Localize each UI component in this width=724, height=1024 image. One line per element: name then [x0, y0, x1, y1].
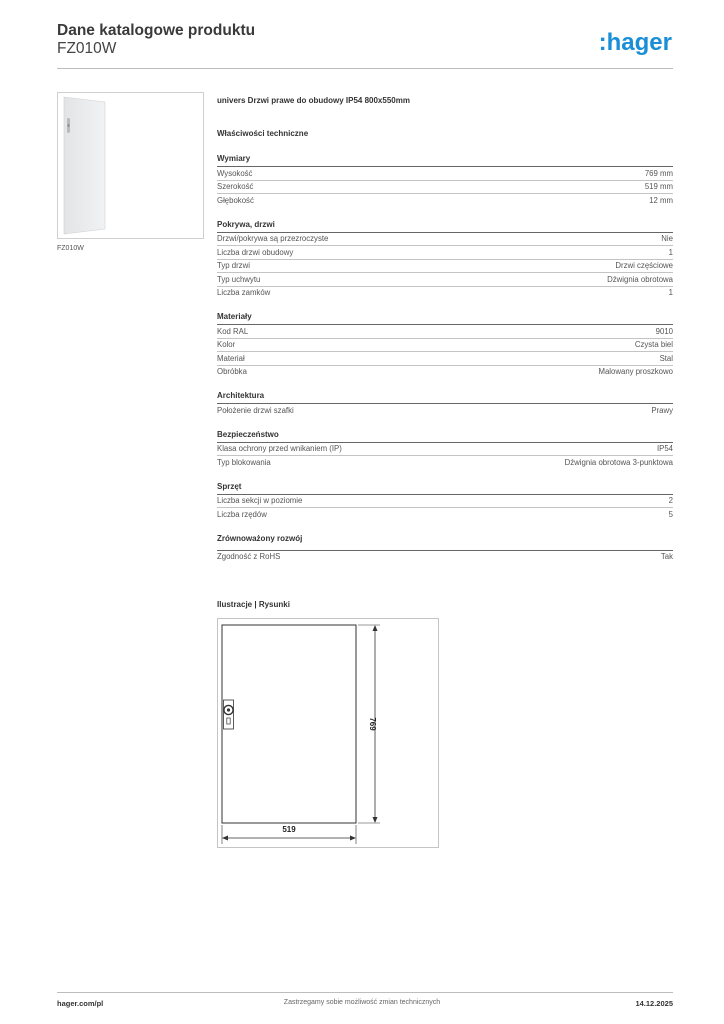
spec-content [217, 96, 673, 563]
spec-row [217, 180, 673, 194]
spec-label: Materiał [217, 353, 245, 363]
spec-label: Zgodność z RoHS [217, 552, 281, 562]
spec-row [217, 455, 673, 469]
spec-value: 5 [668, 509, 673, 519]
door-drawing [218, 619, 438, 847]
spec-value: 9010 [655, 326, 673, 336]
spec-row [217, 286, 673, 300]
spec-label: Położenie drzwi szafki [217, 405, 294, 415]
spec-value: Nie [661, 234, 673, 244]
product-code: FZ010W [57, 40, 117, 57]
spec-value: IP54 [656, 444, 673, 454]
spec-value: Malowany proszkowo [598, 367, 673, 377]
spec-row [217, 324, 673, 338]
spec-value: Dźwignia obrotowa 3-punktowa [564, 457, 673, 467]
spec-value: 1 [668, 247, 673, 257]
footer-date: 14.12.2025 [635, 999, 673, 1008]
hager-logo [591, 28, 673, 56]
door-outline [222, 625, 356, 823]
group-title: Architektura [217, 391, 265, 400]
spec-value: Czysta biel [634, 340, 673, 350]
spec-row [217, 494, 673, 508]
spec-row [217, 259, 673, 273]
page-header [57, 20, 673, 68]
spec-value: 1 [668, 288, 673, 298]
spec-group-safety [217, 430, 673, 469]
header-divider [57, 68, 673, 69]
spec-value: Dźwignia obrotowa [607, 274, 673, 284]
document-title: Dane katalogowe produktu [57, 22, 256, 39]
spec-label: Kod RAL [217, 326, 249, 336]
spec-label: Liczba zamków [217, 288, 271, 298]
spec-group-architecture [217, 391, 673, 417]
group-title: Bezpieczeństwo [217, 429, 279, 439]
spec-row [217, 351, 673, 365]
spec-label: Typ blokowania [217, 457, 271, 467]
spec-row [217, 166, 673, 180]
illustrations-heading: Ilustracje | Rysunki [217, 600, 290, 609]
spec-value: Prawy [651, 405, 673, 415]
spec-row [217, 507, 673, 521]
door-photo-icon [58, 93, 203, 238]
spec-label: Liczba drzwi obudowy [217, 247, 294, 257]
product-description: univers Drzwi prawe do obudowy IP54 800x550mm [217, 96, 410, 105]
spec-value: Tak [660, 552, 673, 562]
spec-label: Wysokość [217, 168, 253, 178]
spec-row [217, 338, 673, 352]
spec-group-sustainability [217, 534, 673, 564]
logo-text: :hager [598, 29, 672, 56]
group-title: Sprzęt [217, 481, 242, 491]
spec-label: Kolor [217, 340, 236, 350]
spec-value: 12 mm [649, 195, 673, 205]
spec-label: Głębokość [217, 195, 254, 205]
group-title: Wymiary [217, 154, 251, 163]
spec-label: Szerokość [217, 182, 254, 192]
thumbnail-caption: FZ010W [57, 245, 84, 252]
width-dimension-label: 519 [282, 825, 296, 834]
spec-value: 2 [668, 496, 673, 506]
spec-row [217, 272, 673, 286]
spec-group-hardware [217, 482, 673, 521]
properties-heading: Właściwości techniczne [217, 129, 309, 138]
footer-disclaimer: Zastrzegamy sobie możliwość zmian technicznych [283, 999, 441, 1006]
group-title: Materiały [217, 312, 252, 321]
spec-row [217, 193, 673, 207]
spec-row [217, 442, 673, 456]
spec-row [217, 232, 673, 246]
spec-group-cover-doors [217, 220, 673, 300]
spec-row [217, 403, 673, 417]
spec-row [217, 550, 673, 564]
spec-label: Liczba rzędów [217, 509, 267, 519]
group-title: Pokrywa, drzwi [217, 219, 275, 229]
spec-group-materials [217, 312, 673, 378]
product-image [57, 92, 204, 239]
spec-value: 769 mm [644, 168, 673, 178]
spec-value: Drzwi częściowe [615, 261, 673, 271]
spec-label: Klasa ochrony przed wnikaniem (IP) [217, 444, 342, 454]
spec-label: Obróbka [217, 367, 247, 377]
technical-drawing [217, 618, 439, 848]
height-dimension-label: 769 [368, 717, 377, 731]
spec-value: 519 mm [644, 182, 673, 192]
spec-label: Liczba sekcji w poziomie [217, 496, 303, 506]
spec-label: Typ drzwi [217, 261, 250, 271]
spec-row [217, 365, 673, 379]
spec-label: Drzwi/pokrywa są przezroczyste [217, 234, 329, 244]
footer-divider [57, 992, 673, 993]
spec-value: Stal [659, 353, 673, 363]
spec-group-dimensions [217, 154, 673, 207]
group-title: Zrównoważony rozwój [217, 533, 303, 543]
spec-row [217, 245, 673, 259]
footer-website[interactable]: hager.com/pl [57, 999, 104, 1008]
spec-label: Typ uchwytu [217, 274, 261, 284]
